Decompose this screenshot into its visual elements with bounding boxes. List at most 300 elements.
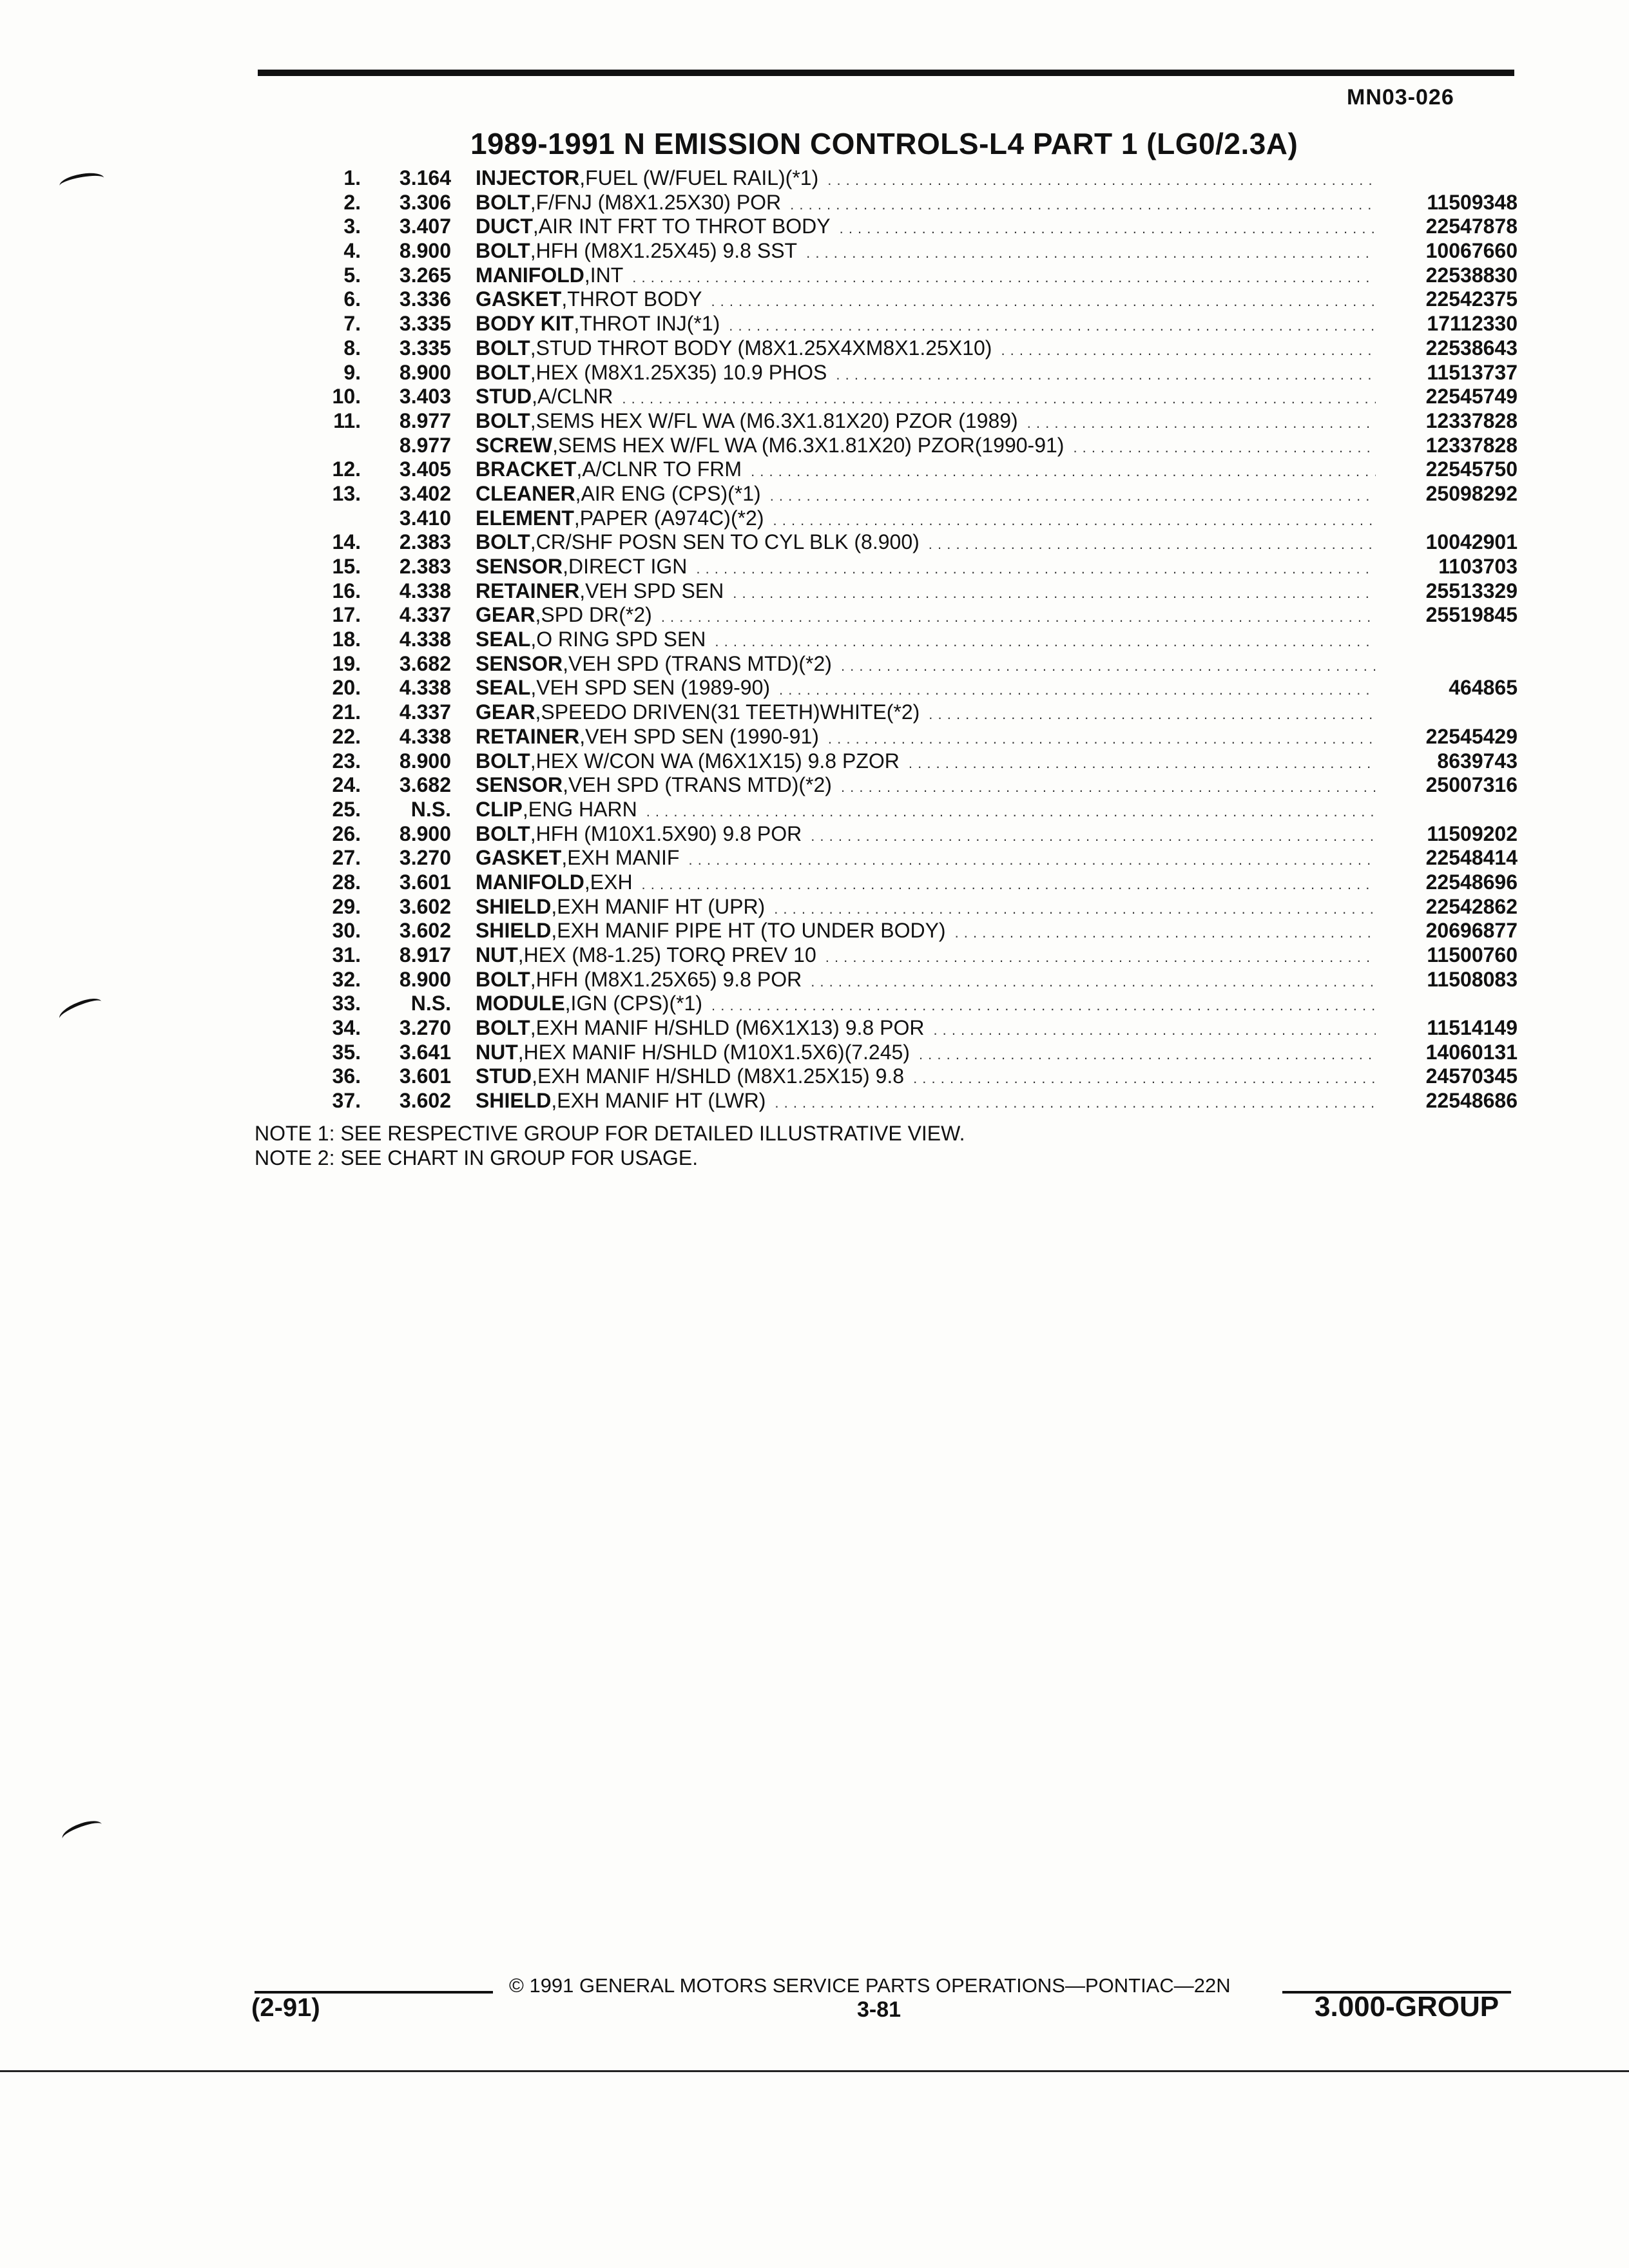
part-detail: EXH MANIF PIPE HT (TO UNDER BODY)	[557, 919, 946, 943]
part-description	[476, 676, 1376, 702]
part-number: 10042901	[1425, 530, 1518, 554]
dot-leader	[909, 749, 1376, 776]
item-number: 11.	[333, 408, 361, 432]
part-number: 22548696	[1425, 870, 1518, 894]
part-detail: AIR INT FRT TO THROT BODY	[538, 215, 831, 238]
dot-leader	[622, 385, 1376, 411]
part-name: CLIP	[476, 797, 523, 821]
part-row	[271, 700, 1518, 725]
part-row	[271, 457, 1518, 482]
part-name: GASKET	[476, 287, 562, 311]
name-separator: ,	[530, 190, 536, 214]
dot-leader	[933, 1016, 1376, 1043]
part-number: 22545749	[1425, 385, 1518, 408]
part-name: MANIFOLD	[476, 263, 584, 287]
page-code: MN03-026	[1347, 85, 1454, 110]
name-separator: ,	[530, 628, 537, 651]
dot-leader	[913, 1064, 1376, 1091]
item-number: 1.	[343, 166, 361, 189]
part-row	[271, 773, 1518, 798]
part-number: 25513329	[1425, 579, 1518, 602]
group-number: N.S.	[410, 797, 451, 821]
item-number: 24.	[332, 773, 361, 797]
item-number: 31.	[332, 943, 361, 966]
item-number: 36.	[332, 1064, 361, 1088]
part-number: 11509202	[1427, 822, 1518, 845]
part-number: 17112330	[1427, 312, 1518, 336]
part-row	[271, 312, 1518, 336]
dot-leader	[811, 968, 1376, 994]
name-separator: ,	[530, 336, 536, 360]
group-number: 3.335	[399, 336, 451, 360]
part-name: SEAL	[476, 676, 531, 700]
item-number: 8.	[343, 336, 361, 360]
part-name: SENSOR	[476, 773, 563, 797]
note-1: NOTE 1: SEE RESPECTIVE GROUP FOR DETAILED ILLUSTRATIVE VIEW.	[255, 1122, 965, 1145]
item-number: 30.	[332, 919, 361, 943]
part-description	[476, 968, 1376, 994]
part-number: 22542375	[1425, 287, 1518, 311]
part-name: SCREW	[476, 433, 553, 457]
part-name: SHIELD	[476, 894, 552, 918]
scan-mark	[58, 170, 105, 194]
footer-copyright: © 1991 GENERAL MOTORS SERVICE PARTS OPERATIONS—PONTIAC—22N	[509, 1974, 1231, 1997]
item-number: 19.	[332, 651, 361, 675]
item-number: 32.	[332, 967, 361, 991]
group-number: 2.383	[399, 530, 451, 554]
dot-leader	[919, 1041, 1376, 1067]
part-number: 464865	[1449, 676, 1518, 700]
part-row	[271, 506, 1518, 531]
part-detail: HFH (M8X1.25X65) 9.8 POR	[535, 967, 802, 991]
part-row	[271, 530, 1518, 555]
part-row	[271, 361, 1518, 385]
item-number: 28.	[332, 870, 361, 894]
dot-leader	[729, 312, 1376, 338]
part-number: 14060131	[1425, 1040, 1518, 1064]
part-description	[476, 798, 1376, 824]
part-description	[476, 992, 1376, 1018]
group-number: 8.900	[399, 749, 451, 773]
part-description	[476, 749, 1376, 776]
group-number: 3.336	[399, 287, 451, 311]
item-number: 33.	[332, 992, 361, 1015]
part-row	[271, 579, 1518, 604]
name-separator: ,	[551, 894, 557, 918]
bottom-rule	[0, 2070, 1629, 2072]
part-number: 11500760	[1427, 943, 1518, 966]
item-number: 29.	[332, 894, 361, 918]
group-number: 8.900	[399, 239, 451, 263]
group-number: 3.306	[399, 190, 451, 214]
part-name: BOLT	[476, 822, 530, 845]
group-number: 8.917	[399, 943, 451, 966]
part-row	[271, 628, 1518, 652]
part-description	[476, 579, 1376, 606]
dot-leader	[646, 798, 1376, 824]
part-row	[271, 919, 1518, 943]
part-detail: EXH MANIF	[567, 846, 680, 870]
dot-leader	[773, 506, 1376, 533]
part-name: BOLT	[476, 336, 530, 360]
note-2: NOTE 2: SEE CHART IN GROUP FOR USAGE.	[255, 1146, 699, 1169]
part-row	[271, 434, 1518, 458]
part-name: NUT	[476, 943, 518, 966]
name-separator: ,	[530, 1016, 536, 1040]
item-number: 14.	[332, 530, 361, 554]
part-detail: ENG HARN	[528, 797, 637, 821]
part-description	[476, 1041, 1376, 1067]
name-separator: ,	[551, 1089, 557, 1113]
part-detail: SPD DR(*2)	[541, 603, 652, 627]
name-separator: ,	[530, 749, 536, 773]
part-name: NUT	[476, 1040, 518, 1064]
part-number: 22545750	[1425, 457, 1518, 481]
part-row	[271, 846, 1518, 870]
group-number: N.S.	[410, 992, 451, 1015]
part-name: MANIFOLD	[476, 870, 584, 894]
name-separator: ,	[530, 676, 537, 700]
item-number: 17.	[332, 603, 361, 627]
part-description	[476, 1016, 1376, 1043]
part-description	[476, 264, 1376, 290]
group-number: 2.383	[399, 555, 451, 578]
name-separator: ,	[579, 166, 586, 189]
part-description	[476, 336, 1376, 363]
group-number: 3.641	[399, 1040, 451, 1064]
group-number: 4.338	[399, 724, 451, 748]
name-separator: ,	[517, 943, 524, 966]
part-detail: THROT BODY	[567, 287, 702, 311]
scan-mark	[57, 994, 104, 1026]
part-row	[271, 166, 1518, 191]
part-detail: HEX W/CON WA (M6X1X15) 9.8 PZOR	[535, 749, 900, 773]
part-detail: HEX MANIF H/SHLD (M10X1.5X6)(7.245)	[523, 1040, 910, 1064]
part-name: SHIELD	[476, 1089, 552, 1113]
group-number: 8.977	[399, 433, 451, 457]
group-number: 3.405	[399, 457, 451, 481]
part-name: BOLT	[476, 530, 530, 554]
item-number: 10.	[332, 385, 361, 408]
part-detail: EXH MANIF H/SHLD (M6X1X13) 9.8 POR	[535, 1016, 925, 1040]
name-separator: ,	[563, 555, 569, 578]
part-detail: DIRECT IGN	[568, 555, 688, 578]
dot-leader	[715, 628, 1376, 654]
part-name: BOLT	[476, 749, 530, 773]
name-separator: ,	[584, 263, 590, 287]
part-detail: HFH (M8X1.25X45) 9.8 SST	[535, 239, 798, 263]
item-number: 9.	[343, 360, 361, 384]
part-number: 11513737	[1427, 360, 1518, 384]
dot-leader	[661, 603, 1376, 629]
dot-leader	[955, 919, 1376, 945]
group-number: 3.602	[399, 894, 451, 918]
name-separator: ,	[575, 481, 581, 505]
item-number: 37.	[332, 1089, 361, 1113]
part-detail: VEH SPD SEN	[585, 579, 724, 602]
group-number: 3.270	[399, 1016, 451, 1040]
item-number: 5.	[343, 263, 361, 287]
part-number: 11509348	[1427, 190, 1518, 214]
part-description	[476, 239, 1376, 265]
dot-leader	[688, 846, 1376, 872]
footer-group: 3.000-GROUP	[1315, 1991, 1499, 2023]
part-description	[476, 166, 1376, 193]
part-description	[476, 895, 1376, 921]
part-row	[271, 287, 1518, 312]
dot-leader	[751, 457, 1376, 484]
name-separator: ,	[530, 239, 536, 263]
dot-leader	[632, 264, 1376, 290]
part-description	[476, 628, 1376, 654]
part-row	[271, 968, 1518, 992]
item-number: 26.	[332, 822, 361, 845]
part-description	[476, 603, 1376, 629]
group-number: 4.338	[399, 579, 451, 602]
group-number: 3.601	[399, 870, 451, 894]
part-detail: FUEL (W/FUEL RAIL)(*1)	[585, 166, 819, 189]
part-row	[271, 749, 1518, 774]
part-description	[476, 361, 1376, 387]
group-number: 3.682	[399, 773, 451, 797]
name-separator: ,	[561, 846, 568, 870]
dot-leader	[825, 943, 1376, 970]
name-separator: ,	[564, 992, 571, 1015]
part-detail: O RING SPD SEN	[536, 628, 706, 651]
part-detail: PAPER (A974C)(*2)	[579, 506, 764, 530]
part-row	[271, 215, 1518, 239]
part-number: 22548686	[1425, 1089, 1518, 1113]
part-detail: VEH SPD (TRANS MTD)(*2)	[568, 773, 832, 797]
part-number: 25007316	[1425, 773, 1518, 797]
part-name: BOLT	[476, 190, 530, 214]
group-number: 4.338	[399, 676, 451, 700]
part-number: 12337828	[1425, 408, 1518, 432]
part-detail: EXH MANIF HT (LWR)	[557, 1089, 766, 1113]
part-detail: HEX (M8X1.25X35) 10.9 PHOS	[535, 360, 827, 384]
part-number: 25519845	[1425, 603, 1518, 627]
dot-leader	[711, 992, 1376, 1018]
part-row	[271, 191, 1518, 215]
part-name: BOLT	[476, 1016, 530, 1040]
part-description	[476, 846, 1376, 872]
part-row	[271, 1041, 1518, 1065]
dot-leader	[828, 725, 1376, 751]
name-separator: ,	[517, 1040, 524, 1064]
part-name: INJECTOR	[476, 166, 580, 189]
dot-leader	[1073, 434, 1376, 460]
parts-list	[271, 166, 1518, 1113]
part-name: SENSOR	[476, 555, 563, 578]
item-number: 23.	[332, 749, 361, 773]
group-number: 3.402	[399, 481, 451, 505]
group-number: 4.338	[399, 628, 451, 651]
part-name: MODULE	[476, 992, 565, 1015]
part-name: STUD	[476, 1064, 532, 1088]
part-description	[476, 530, 1376, 557]
dot-leader	[841, 652, 1376, 678]
part-description	[476, 457, 1376, 484]
part-detail: A/CLNR	[537, 385, 613, 408]
part-row	[271, 264, 1518, 288]
name-separator: ,	[563, 651, 569, 675]
item-number: 16.	[332, 579, 361, 602]
item-number: 3.	[343, 215, 361, 238]
part-description	[476, 409, 1376, 436]
dot-leader	[811, 822, 1376, 849]
name-separator: ,	[579, 724, 586, 748]
dot-leader	[840, 215, 1376, 241]
dot-leader	[929, 700, 1376, 727]
part-detail: IGN (CPS)(*1)	[570, 992, 702, 1015]
name-separator: ,	[561, 287, 568, 311]
group-number: 3.407	[399, 215, 451, 238]
dot-leader	[774, 895, 1376, 921]
part-name: ELEMENT	[476, 506, 574, 530]
group-number: 3.601	[399, 1064, 451, 1088]
name-separator: ,	[584, 870, 590, 894]
part-description	[476, 215, 1376, 241]
dot-leader	[841, 773, 1376, 800]
dot-leader	[929, 530, 1376, 557]
part-row	[271, 409, 1518, 434]
part-detail: INT	[590, 263, 624, 287]
part-detail: VEH SPD SEN (1990-91)	[585, 724, 819, 748]
item-number: 4.	[343, 239, 361, 263]
part-row	[271, 1089, 1518, 1113]
group-number: 8.900	[399, 967, 451, 991]
part-number: 22548414	[1425, 846, 1518, 870]
part-row	[271, 822, 1518, 847]
part-name: STUD	[476, 385, 532, 408]
part-row	[271, 895, 1518, 919]
part-description	[476, 385, 1376, 411]
dot-leader	[733, 579, 1376, 606]
group-number: 3.682	[399, 651, 451, 675]
name-separator: ,	[551, 919, 557, 943]
part-detail: F/FNJ (M8X1.25X30) POR	[535, 190, 782, 214]
part-number: 1103703	[1438, 555, 1518, 578]
name-separator: ,	[530, 967, 536, 991]
part-detail: VEH SPD SEN (1989-90)	[536, 676, 771, 700]
part-number: 11508083	[1427, 967, 1518, 991]
part-name: SHIELD	[476, 919, 552, 943]
part-description	[476, 919, 1376, 945]
name-separator: ,	[530, 408, 536, 432]
name-separator: ,	[522, 797, 528, 821]
part-row	[271, 482, 1518, 506]
part-description	[476, 434, 1376, 460]
part-row	[271, 385, 1518, 409]
group-number: 3.270	[399, 846, 451, 870]
name-separator: ,	[535, 603, 541, 627]
item-number: 7.	[343, 312, 361, 336]
part-detail: SPEEDO DRIVEN(31 TEETH)WHITE(*2)	[541, 700, 920, 724]
part-description	[476, 312, 1376, 338]
name-separator: ,	[532, 1064, 537, 1088]
part-description	[476, 822, 1376, 849]
page-title: 1989-1991 N EMISSION CONTROLS-L4 PART 1 (LG0/2.3A)	[470, 127, 1298, 160]
part-detail: HFH (M10X1.5X90) 9.8 POR	[535, 822, 802, 845]
part-name: DUCT	[476, 215, 533, 238]
part-detail: EXH MANIF HT (UPR)	[557, 894, 766, 918]
part-description	[476, 1089, 1376, 1115]
dot-leader	[711, 287, 1376, 314]
part-name: GEAR	[476, 603, 535, 627]
part-row	[271, 798, 1518, 822]
item-number: 12.	[332, 457, 361, 481]
dot-leader	[1027, 409, 1376, 436]
part-number: 22542862	[1425, 894, 1518, 918]
name-separator: ,	[532, 215, 539, 238]
part-detail: SEMS HEX W/FL WA (M6.3X1.81X20) PZOR (1989)	[535, 408, 1018, 432]
footer-page-number: 3-81	[857, 1997, 901, 2022]
part-number: 10067660	[1425, 239, 1518, 263]
dot-leader	[1001, 336, 1376, 363]
group-number: 8.900	[399, 822, 451, 845]
item-number: 18.	[332, 628, 361, 651]
group-number: 3.265	[399, 263, 451, 287]
part-name: SEAL	[476, 628, 531, 651]
part-name: BRACKET	[476, 457, 577, 481]
part-description	[476, 700, 1376, 727]
part-detail: CR/SHF POSN SEN TO CYL BLK (8.900)	[535, 530, 920, 554]
item-number: 27.	[332, 846, 361, 870]
part-name: BOLT	[476, 239, 530, 263]
part-number: 12337828	[1425, 433, 1518, 457]
dot-leader	[827, 166, 1376, 193]
part-detail: EXH MANIF H/SHLD (M8X1.25X15) 9.8	[537, 1064, 905, 1088]
part-detail: EXH	[590, 870, 633, 894]
part-name: BOLT	[476, 408, 530, 432]
item-number: 20.	[332, 676, 361, 700]
name-separator: ,	[532, 385, 537, 408]
part-name: CLEANER	[476, 481, 575, 505]
dot-leader	[775, 1089, 1376, 1115]
item-number: 21.	[332, 700, 361, 724]
footer-date-code: (2-91)	[251, 1994, 320, 2022]
header-rule	[258, 70, 1514, 76]
part-row	[271, 943, 1518, 968]
part-name: BOLT	[476, 967, 530, 991]
name-separator: ,	[563, 773, 569, 797]
part-description	[476, 1064, 1376, 1091]
part-number: 22538643	[1425, 336, 1518, 360]
part-name: RETAINER	[476, 724, 580, 748]
part-detail: THROT INJ(*1)	[579, 312, 720, 336]
part-name: RETAINER	[476, 579, 580, 602]
part-number: 22547878	[1425, 215, 1518, 238]
part-description	[476, 943, 1376, 970]
scan-mark	[60, 1817, 105, 1847]
part-row	[271, 992, 1518, 1016]
part-row	[271, 239, 1518, 264]
name-separator: ,	[535, 700, 541, 724]
part-description	[476, 725, 1376, 751]
name-separator: ,	[574, 506, 580, 530]
dot-leader	[779, 676, 1376, 702]
part-row	[271, 555, 1518, 579]
item-number: 6.	[343, 287, 361, 311]
part-number: 11514149	[1427, 1016, 1518, 1040]
group-number: 3.164	[399, 166, 451, 189]
part-detail: HEX (M8-1.25) TORQ PREV 10	[523, 943, 816, 966]
part-row	[271, 1064, 1518, 1089]
group-number: 3.602	[399, 1089, 451, 1113]
dot-leader	[642, 870, 1376, 897]
name-separator: ,	[530, 360, 536, 384]
dot-leader	[770, 482, 1376, 508]
